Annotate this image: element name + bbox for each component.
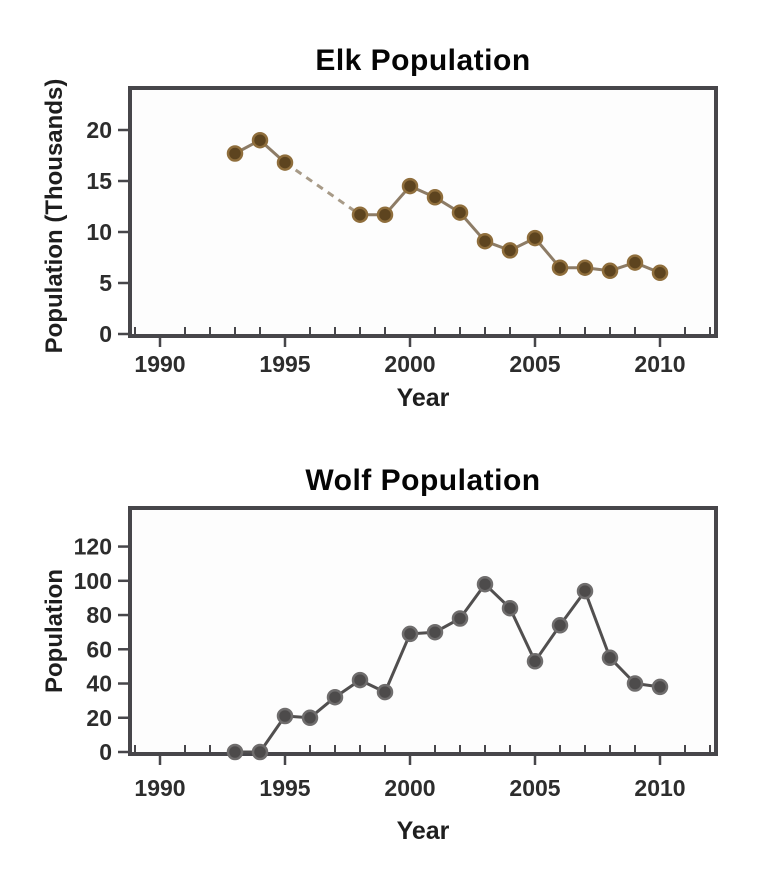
data-point — [253, 745, 267, 759]
x-tick-label: 1990 — [134, 351, 186, 377]
data-point — [528, 231, 542, 245]
y-tick-label: 80 — [86, 602, 112, 629]
data-point — [278, 709, 292, 723]
wolf-x-axis-title: Year — [396, 817, 450, 845]
elk-x-axis-title: Year — [396, 384, 450, 412]
y-tick-label: 20 — [86, 117, 112, 143]
y-tick-label: 5 — [99, 270, 112, 296]
data-point — [228, 745, 242, 759]
data-point — [278, 156, 292, 170]
data-point — [378, 685, 392, 699]
data-point — [403, 627, 417, 641]
data-point — [228, 147, 242, 161]
data-point — [403, 179, 417, 193]
wolf-y-axis-title: Population — [41, 569, 68, 693]
y-tick-label: 10 — [86, 219, 112, 245]
y-tick-label: 120 — [73, 533, 112, 560]
x-tick-label: 2000 — [384, 775, 436, 801]
y-tick-label: 60 — [86, 636, 112, 663]
y-tick-label: 40 — [86, 670, 112, 697]
x-tick-label: 1990 — [134, 775, 186, 801]
wolf-chart-title: Wolf Population — [305, 464, 541, 497]
y-tick-label: 100 — [73, 567, 112, 594]
data-point — [353, 673, 367, 687]
data-point — [453, 206, 467, 220]
elk-chart-title: Elk Population — [315, 44, 531, 77]
y-tick-label: 0 — [99, 739, 112, 765]
elk-population-chart-border — [130, 88, 716, 336]
data-point — [378, 208, 392, 222]
x-tick-label: 1995 — [259, 775, 311, 801]
data-point — [478, 234, 492, 248]
data-point — [553, 261, 567, 275]
data-point — [478, 577, 492, 591]
data-point — [253, 133, 267, 147]
x-tick-label: 1995 — [259, 351, 311, 377]
data-point — [578, 584, 592, 598]
data-point — [303, 711, 317, 725]
data-point — [428, 625, 442, 639]
x-tick-label: 2005 — [509, 351, 561, 377]
data-point — [628, 677, 642, 691]
x-tick-label: 2000 — [384, 351, 436, 377]
data-point — [328, 690, 342, 704]
y-tick-label: 15 — [86, 168, 112, 194]
data-point — [578, 261, 592, 275]
y-tick-label: 20 — [86, 704, 112, 731]
y-tick-label: 0 — [99, 321, 112, 347]
wolf-population-chart-border — [130, 508, 716, 754]
data-point — [653, 266, 667, 280]
data-point — [453, 612, 467, 626]
data-point — [553, 618, 567, 632]
data-point — [653, 680, 667, 694]
data-point — [603, 651, 617, 665]
data-point — [628, 256, 642, 270]
data-point — [603, 264, 617, 278]
data-point — [353, 208, 367, 222]
elk-y-axis-title: Population (Thousands) — [41, 78, 68, 354]
x-tick-label: 2010 — [634, 775, 686, 801]
data-point — [503, 601, 517, 615]
data-point — [528, 654, 542, 668]
x-tick-label: 2010 — [634, 351, 686, 377]
x-tick-label: 2005 — [509, 775, 561, 801]
data-point — [503, 243, 517, 257]
data-point — [428, 190, 442, 204]
